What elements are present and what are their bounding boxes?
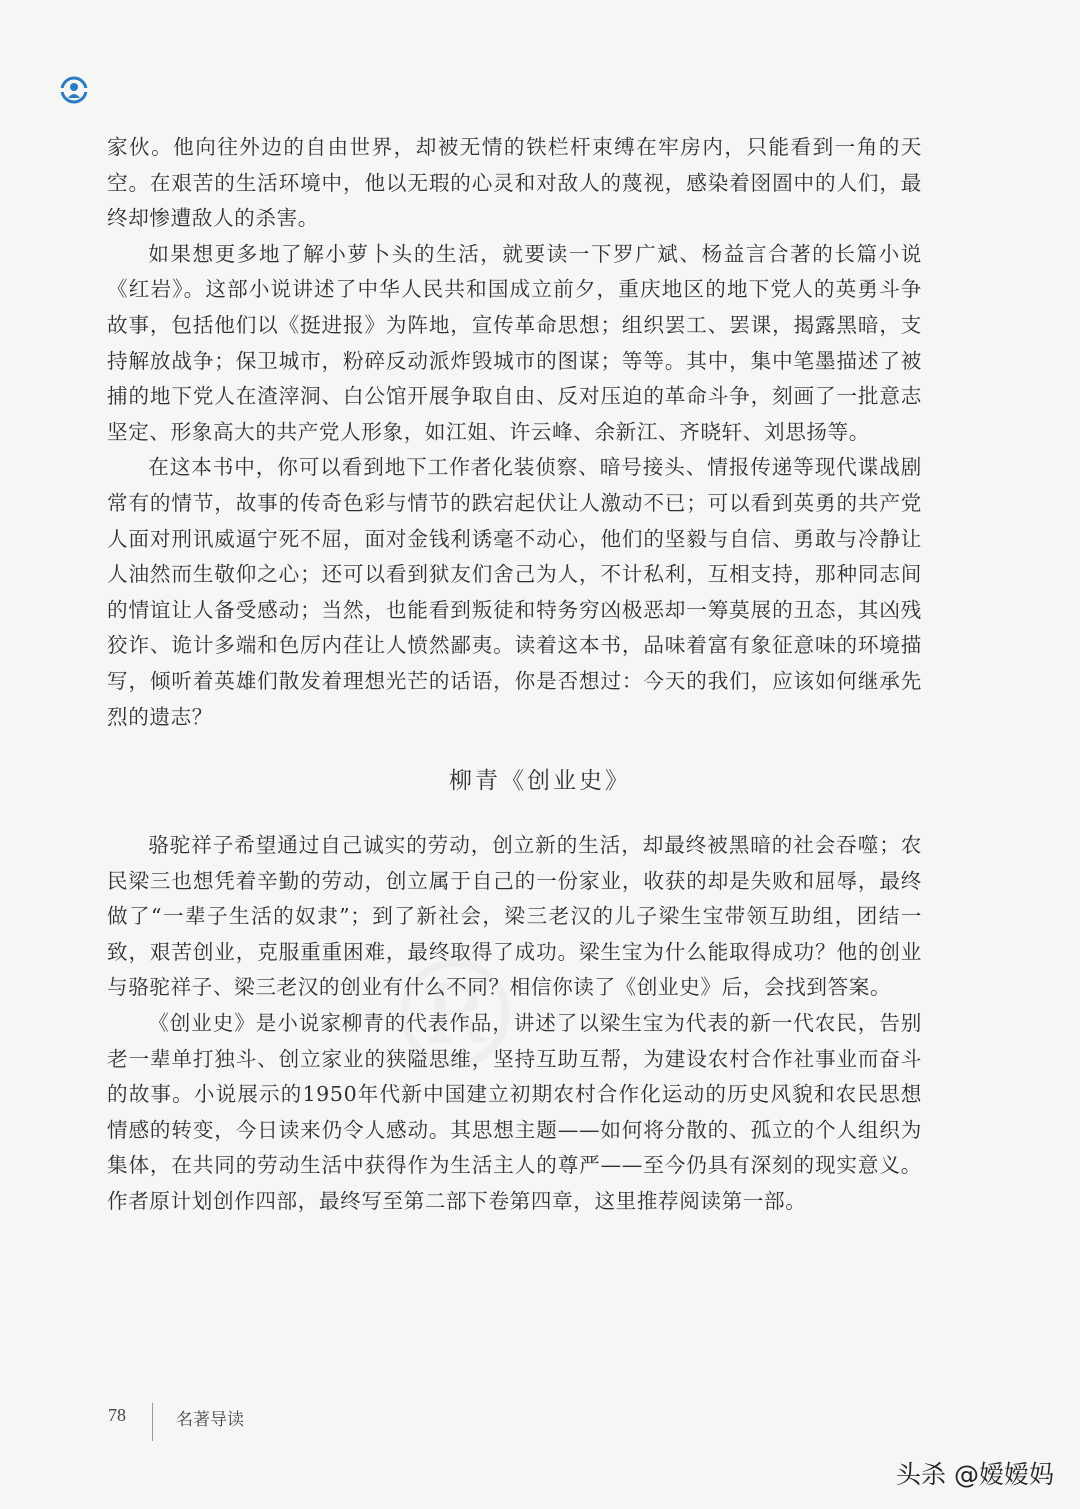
- paragraph: 家伙。他向往外边的自由世界，却被无情的铁栏杆束缚在牢房内，只能看到一角的天空。在艰苦的生活环境中，他以无瑕的心灵和对敌人的蔑视，感染着囹圄中的人们，最终却惨遭敌人的杀害。: [107, 135, 922, 231]
- paragraph: 在这本书中，你可以看到地下工作者化装侦察、暗号接头、情报传递等现代谍战剧常有的情节，故事的传奇色彩与情节的跌宕起伏让人激动不已；可以看到英勇的共产党人面对刑讯威逼宁死不屈，面对金钱利诱毫不动心，他们的坚毅与自信、勇敢与冷静让人油然而生敬仰之心；还可以看到狱友们舍己为人，不计私利，互相支持，那种同志间的情谊让人备受感动；当然，也能看到叛徒和特务穷凶极恶却一筹莫展的丑态，其凶残狡诈、诡计多端和色厉内荏让人愤然鄙夷。读着这本书，品味着富有象征意味的环境描写，倾听着英雄们散发着理想光芒的话语，你是否想过：今天的我们，应该如何继承先烈的遗志？: [107, 455, 922, 729]
- paragraph: 《创业史》是小说家柳青的代表作品，讲述了以梁生宝为代表的新一代农民，告别老一辈单打独斗、创立家业的狭隘思维，坚持互助互帮，为建设农村合作社事业而奋斗的故事。小说展示的1950年代新中国建立初期农村合作化运动的历史风貌和农民思想情感的转变，今日读来仍令人感动。其思想主题——如何将分散的、孤立的个人组织为集体，在共同的劳动生活中获得作为生活主人的尊严——至今仍具有深刻的现实意义。作者原计划创作四部，最终写至第二部下卷第四章，这里推荐阅读第一部。: [107, 1010, 922, 1213]
- source-credit: 头杀 @嫒嫒妈: [896, 1460, 1054, 1489]
- publisher-logo-icon: [60, 76, 88, 104]
- footer-divider: [152, 1403, 153, 1441]
- page-number: 78: [108, 1405, 126, 1425]
- body-text-section-2: [107, 828, 922, 1220]
- paragraph: 如果想更多地了解小萝卜头的生活，就要读一下罗广斌、杨益言合著的长篇小说《红岩》。这部小说讲述了中华人民共和国成立前夕，重庆地区的地下党人的英勇斗争故事，包括他们以《挺进报》为阵地，宣传革命思想；组织罢工、罢课，揭露黑暗，支持解放战争；保卫城市，粉碎反动派炸毁城市的图谋；等等。其中，集中笔墨描述了被捕的地下党人在渣滓洞、白公馆开展争取自由、反对压迫的革命斗争，刻画了一批意志坚定、形象高大的共产党人形象，如江姐、许云峰、余新江、齐晓轩、刘思扬等。: [107, 241, 922, 444]
- section-heading: 柳青《创业史》: [449, 768, 631, 794]
- paragraph: 骆驼祥子希望通过自己诚实的劳动，创立新的生活，却最终被黑暗的社会吞噬；农民梁三也想凭着辛勤的劳动，创立属于自己的一份家业，收获的却是失败和屈辱，最终做了“一辈子生活的奴隶”；到了新社会，梁三老汉的儿子梁生宝带领互助组，团结一致，艰苦创业，克服重重困难，最终取得了成功。梁生宝为什么能取得成功？他的创业与骆驼祥子、梁三老汉的创业有什么不同？相信你读了《创业史》后，会找到答案。: [107, 833, 922, 1000]
- footer-book-title: 名著导读: [176, 1410, 244, 1430]
- body-text-section-1: [107, 130, 922, 735]
